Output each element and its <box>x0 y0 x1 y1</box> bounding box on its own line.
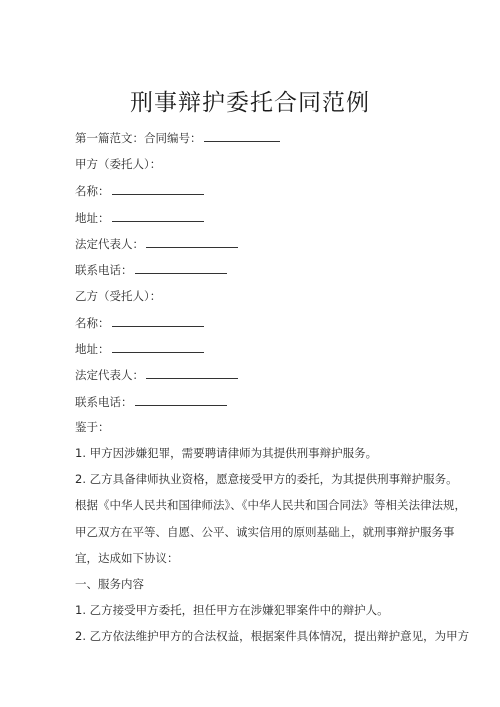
party-b-label: 乙方（受托人）： <box>75 289 162 303</box>
party-a-name-line <box>75 183 204 198</box>
party-b-phone-label: 联系电话： <box>75 395 133 409</box>
basis-paragraph-line-3 <box>75 551 179 565</box>
section-heading-services-text: 一、服务内容 <box>75 577 144 591</box>
party-a-rep-blank <box>146 236 238 248</box>
section-heading-services <box>75 577 144 591</box>
party-b-phone-line <box>75 394 227 409</box>
whereas-label: 鉴于： <box>75 420 110 434</box>
service-item-2 <box>75 629 469 643</box>
party-b-name-label: 名称： <box>75 316 110 330</box>
party-a-name-blank <box>112 183 204 195</box>
whereas-item-1 <box>75 446 377 460</box>
party-a-rep-label: 法定代表人： <box>75 237 144 251</box>
party-a-phone-label: 联系电话： <box>75 263 133 277</box>
basis-paragraph-text-1: 根据《中华人民共和国律师法》、《中华人民共和国合同法》等相关法律法规， <box>75 498 466 512</box>
party-b-name-blank <box>112 315 204 327</box>
service-item-2-text: 2. 乙方依法维护甲方的合法权益，根据案件具体情况，提出辩护意见，为甲方 <box>75 629 470 643</box>
party-a-address-label: 地址： <box>75 211 110 225</box>
basis-paragraph-line-2 <box>75 525 455 539</box>
party-a-phone-line <box>75 262 227 277</box>
party-b-address-line <box>75 341 204 356</box>
basis-paragraph-line-1 <box>75 498 466 512</box>
contract-number-label: 第一篇范文：合同编号： <box>75 131 202 145</box>
whereas-item-1-text: 1. 甲方因涉嫌犯罪，需要聘请律师为其提供刑事辩护服务。 <box>75 446 378 460</box>
whereas-heading <box>75 420 110 434</box>
document-title: 刑事辩护委托合同范例 <box>130 90 370 116</box>
party-b-name-line <box>75 315 204 330</box>
party-a-label: 甲方（委托人）： <box>75 157 162 171</box>
whereas-item-2 <box>75 472 458 486</box>
party-b-rep-blank <box>146 367 238 379</box>
party-b-rep-line <box>75 367 238 382</box>
service-item-1 <box>75 603 389 617</box>
party-b-address-label: 地址： <box>75 342 110 356</box>
party-a-name-label: 名称： <box>75 184 110 198</box>
party-b-address-blank <box>112 341 204 353</box>
party-b-phone-blank <box>135 394 227 406</box>
party-a-rep-line <box>75 236 238 251</box>
party-a-address-line <box>75 210 204 225</box>
party-b-rep-label: 法定代表人： <box>75 368 144 382</box>
party-a-address-blank <box>112 210 204 222</box>
basis-paragraph-text-2: 甲乙双方在平等、自愿、公平、诚实信用的原则基础上，就刑事辩护服务事 <box>75 525 455 539</box>
party-b-heading <box>75 289 161 303</box>
contract-number-line <box>75 130 280 145</box>
whereas-item-2-text: 2. 乙方具备律师执业资格，愿意接受甲方的委托，为其提供刑事辩护服务。 <box>75 472 458 486</box>
basis-paragraph-text-3: 宜，达成如下协议： <box>75 551 179 565</box>
contract-number-blank <box>204 130 280 142</box>
service-item-1-text: 1. 乙方接受甲方委托，担任甲方在涉嫌犯罪案件中的辩护人。 <box>75 603 389 617</box>
party-a-heading <box>75 157 161 171</box>
party-a-phone-blank <box>135 262 227 274</box>
